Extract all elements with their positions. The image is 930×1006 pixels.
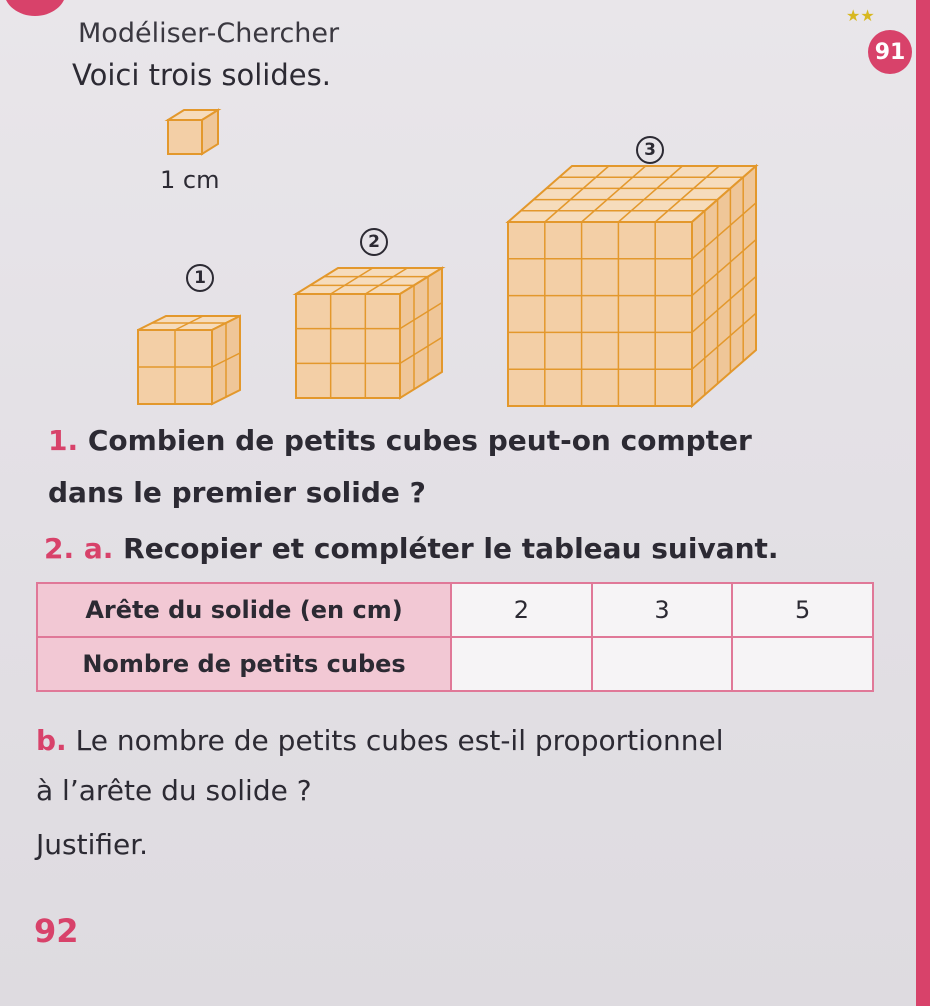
table-row [37,583,873,637]
table-cell-empty[interactable] [732,637,873,691]
question-2b-text: Le nombre de petits cubes est-il proportionnel [75,724,724,757]
table-row [37,637,873,691]
question-2b-continued: à l’arête du solide ? [36,774,312,807]
table-header-count: Nombre de petits cubes [37,637,451,691]
question-1-continued: dans le premier solide ? [48,476,426,509]
question-2b [36,724,724,757]
cube-front-face [296,294,400,398]
exercise-intro: Voici trois solides. [72,58,331,92]
question-1 [48,424,752,457]
cube-front-face [168,120,202,154]
solid-2-number: 2 [360,228,388,256]
question-1-text: Combien de petits cubes peut-on compter [87,424,752,457]
question-2a-letter: a. [83,532,114,565]
unit-cube [168,110,218,154]
question-1-number: 1. [48,424,79,457]
table-cell: 5 [732,583,873,637]
question-2b-justify: Justifier. [36,828,149,861]
table-cell: 3 [592,583,733,637]
difficulty-stars-icon: ★★ [846,6,875,25]
table-cell: 2 [451,583,592,637]
question-2b-letter: b. [36,724,67,757]
solid-3-number: 3 [636,136,664,164]
solids-figure [0,0,930,420]
table-cell-empty[interactable] [451,637,592,691]
question-2a [44,532,779,565]
section-subtitle: Modéliser-Chercher [78,18,340,49]
solid-1-number: 1 [186,264,214,292]
solid-2 [296,268,442,398]
table-header-edge: Arête du solide (en cm) [37,583,451,637]
unit-cube-label: 1 cm [160,166,220,194]
question-2-number: 2. [44,532,75,565]
question-2a-text: Recopier et compléter le tableau suivant. [123,532,779,565]
next-exercise-number: 92 [34,912,79,950]
solid-3 [508,166,756,406]
cube-front-face [508,222,692,406]
solid-1 [138,316,240,404]
table-cell-empty[interactable] [592,637,733,691]
answer-table [36,582,874,692]
exercise-number-badge: 91 [868,30,912,74]
